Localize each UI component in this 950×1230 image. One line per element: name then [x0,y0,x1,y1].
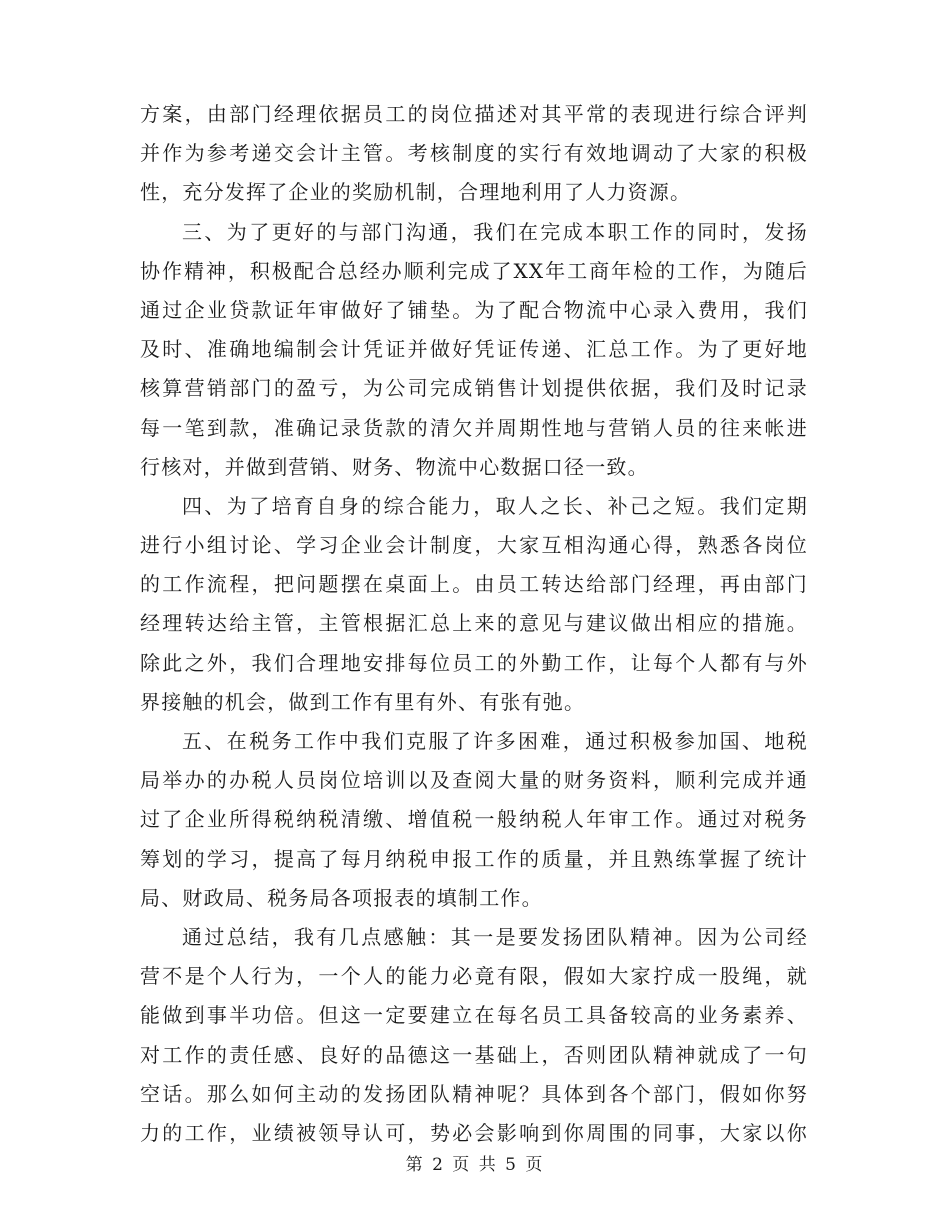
body-text [140,95,808,1153]
text-line: 每一笔到款，准确记录货款的清欠并周期性地与营销人员的往来帐进 [140,415,808,440]
text-line: 对工作的责任感、良好的品德这一基础上，否则团队精神就成了一句 [140,1042,808,1067]
text-line: 方案，由部门经理依据员工的岗位描述对其平常的表现进行综合评判 [140,102,808,126]
text-line: 经理转达给主管，主管根据汇总上来的意见与建议做出相应的措施。 [140,611,808,636]
text-line: 核算营销部门的盈亏，为公司完成销售计划提供依据，我们及时记录 [140,376,808,401]
text-line: 局举办的办税人员岗位培训以及查阅大量的财务资料，顺利完成并通 [140,768,808,793]
text-line: 三、为了更好的与部门沟通，我们在完成本职工作的同时，发扬 [182,219,808,244]
page-number-footer: 第 2 页 共 5 页 [405,1155,545,1175]
text-line: 除此之外，我们合理地安排每位员工的外勤工作，让每个人都有与外 [140,650,808,675]
text-line: 局、财政局、税务局各项报表的填制工作。 [140,885,543,910]
text-line: 空话。那么如何主动的发扬团队精神呢？具体到各个部门，假如你努 [140,1081,808,1106]
text-line: 进行小组讨论、学习企业会计制度，大家互相沟通心得，熟悉各岗位 [140,533,808,558]
text-line: 四、为了培育自身的综合能力，取人之长、补己之短。我们定期 [182,493,808,518]
text-line: 能做到事半功倍。但这一定要建立在每名员工具备较高的业务素养、 [140,1003,808,1028]
text-line: 力的工作，业绩被领导认可，势必会影响到你周围的同事，大家以你 [140,1120,808,1145]
text-line: 通过企业贷款证年审做好了铺垫。为了配合物流中心录入费用，我们 [140,297,808,322]
text-line: 协作精神，积极配合总经办顺利完成了XX年工商年检的工作，为随后 [140,258,808,283]
text-line: 筹划的学习，提高了每月纳税申报工作的质量，并且熟练掌握了统计 [140,846,808,871]
text-line: 并作为参考递交会计主管。考核制度的实行有效地调动了大家的积极 [140,141,808,166]
text-line: 五、在税务工作中我们克服了许多困难，通过积极参加国、地税 [182,729,808,753]
text-line: 过了企业所得税纳税清缴、增值税一般纳税人年审工作。通过对税务 [140,807,808,832]
text-line: 界接触的机会，做到工作有里有外、有张有弛。 [140,689,586,714]
text-line: 及时、准确地编制会计凭证并做好凭证传递、汇总工作。为了更好地 [140,337,808,362]
text-line: 性，充分发挥了企业的奖励机制，合理地利用了人力资源。 [140,180,692,205]
text-line: 营不是个人行为，一个人的能力必竟有限，假如大家拧成一股绳，就 [140,964,808,989]
text-line: 的工作流程，把问题摆在桌面上。由员工转达给部门经理，再由部门 [140,572,808,597]
text-line: 行核对，并做到营销、财务、物流中心数据口径一致。 [140,454,649,479]
text-line: 通过总结，我有几点感触：其一是要发扬团队精神。因为公司经 [182,924,808,949]
